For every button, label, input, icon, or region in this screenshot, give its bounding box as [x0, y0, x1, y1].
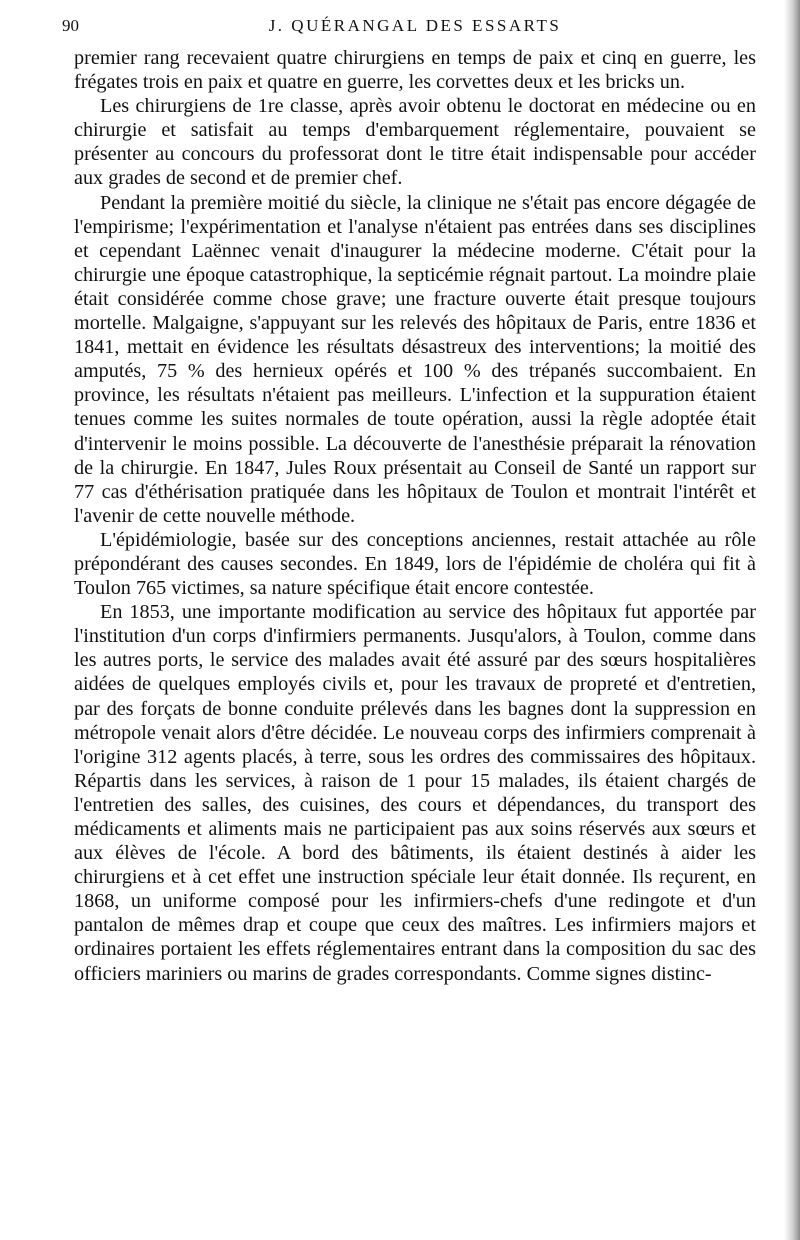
paragraph-continued: premier rang recevaient quatre chirurgiens en temps de paix et cinq en guerre, les frégates trois en paix et quatre en guerre, les corvettes deux et les bricks un.	[74, 47, 756, 94]
running-head	[62, 12, 756, 46]
paragraph-epidemiologie: L'épidémiologie, basée sur des conceptions anciennes, restait attachée au rôle prépondérant des causes secondes. En 1849, lors de l'épidémie de choléra qui fit à Toulon 765 victimes, sa nature spécifique était encore contestée.	[74, 528, 756, 600]
body-text	[74, 46, 756, 986]
page-edge-shadow	[784, 0, 800, 1240]
paragraph-infirmiers: En 1853, une importante modification au service des hôpitaux fut apportée par l'institution d'un corps d'infirmiers permanents. Jusqu'alors, à Toulon, comme dans les autres ports, le service des malades avait été assuré par des sœurs hospitalières aidées de quelques employés civils et, pour les travaux de propreté et d'entretien, par des forçats de bonne conduite prélevés dans les bagnes dont la suppression en métropole venait alors d'être décidée. Le nouveau corps des infirmiers comprenait à l'origine 312 agents placés, à terre, sous les ordres des commissaires des hôpitaux. Répartis dans les services, à raison de 1 pour 15 malades, ils étaient chargés de l'entretien des salles, des cuisines, des cours et dépendances, du transport des médicaments et aliments mais ne participaient pas aux soins réservés aux sœurs et aux élèves de l'école. A bord des bâtiments, ils étaient destinés à aider les chirurgiens et à cet effet une instruction spéciale leur était donnée. Ils reçurent, en 1868, un uniforme composé pour les infirmiers-chefs d'une redingote et d'un pantalon de mêmes drap et coupe que ceux des maîtres. Les infirmiers majors et ordinaires portaient les effets réglementaires entrant dans la composition du sac des officiers mariniers ou marins de grades correspondants. Comme signes distinc-	[74, 601, 756, 985]
running-title: J. QUÉRANGAL DES ESSARTS	[268, 16, 562, 35]
page-number: 90	[62, 16, 79, 35]
paragraph-chirurgie: Pendant la première moitié du siècle, la clinique ne s'était pas encore dégagée de l'empirisme; l'expérimentation et l'analyse n'étaient pas entrées dans ses disciplines et cependant Laënnec venait d'inaugurer la médecine moderne. C'était pour la chirurgie une époque catastrophique, la septicémie régnait partout. La moindre plaie était considérée comme chose grave; une fracture ouverte était presque toujours mortelle. Malgaigne, s'appuyant sur les relevés des hôpitaux de Paris, entre 1836 et 1841, mettait en évidence les résultats désastreux des interventions; la moitié des amputés, 75 % des hernieux opérés et 100 % des trépanés succombaient. En province, les résultats n'étaient pas meilleurs. L'infection et la suppuration étaient tenues comme les suites normales de toute opération, aussi la règle adoptée était d'intervenir le moins possible. La découverte de l'anesthésie préparait la rénovation de la chirurgie. En 1847, Jules Roux présentait au Conseil de Santé un rapport sur 77 cas d'éthérisation pratiquée dans les hôpitaux de Toulon et montrait l'intérêt et l'avenir de cette nouvelle méthode.	[74, 191, 756, 527]
paragraph-chirurgiens: Les chirurgiens de 1re classe, après avoir obtenu le doctorat en médecine ou en chirurgie et satisfait au temps d'embarquement réglementaire, pouvaient se présenter au concours du professorat dont le titre était indispensable pour accéder aux grades de second et de premier chef.	[74, 95, 756, 190]
